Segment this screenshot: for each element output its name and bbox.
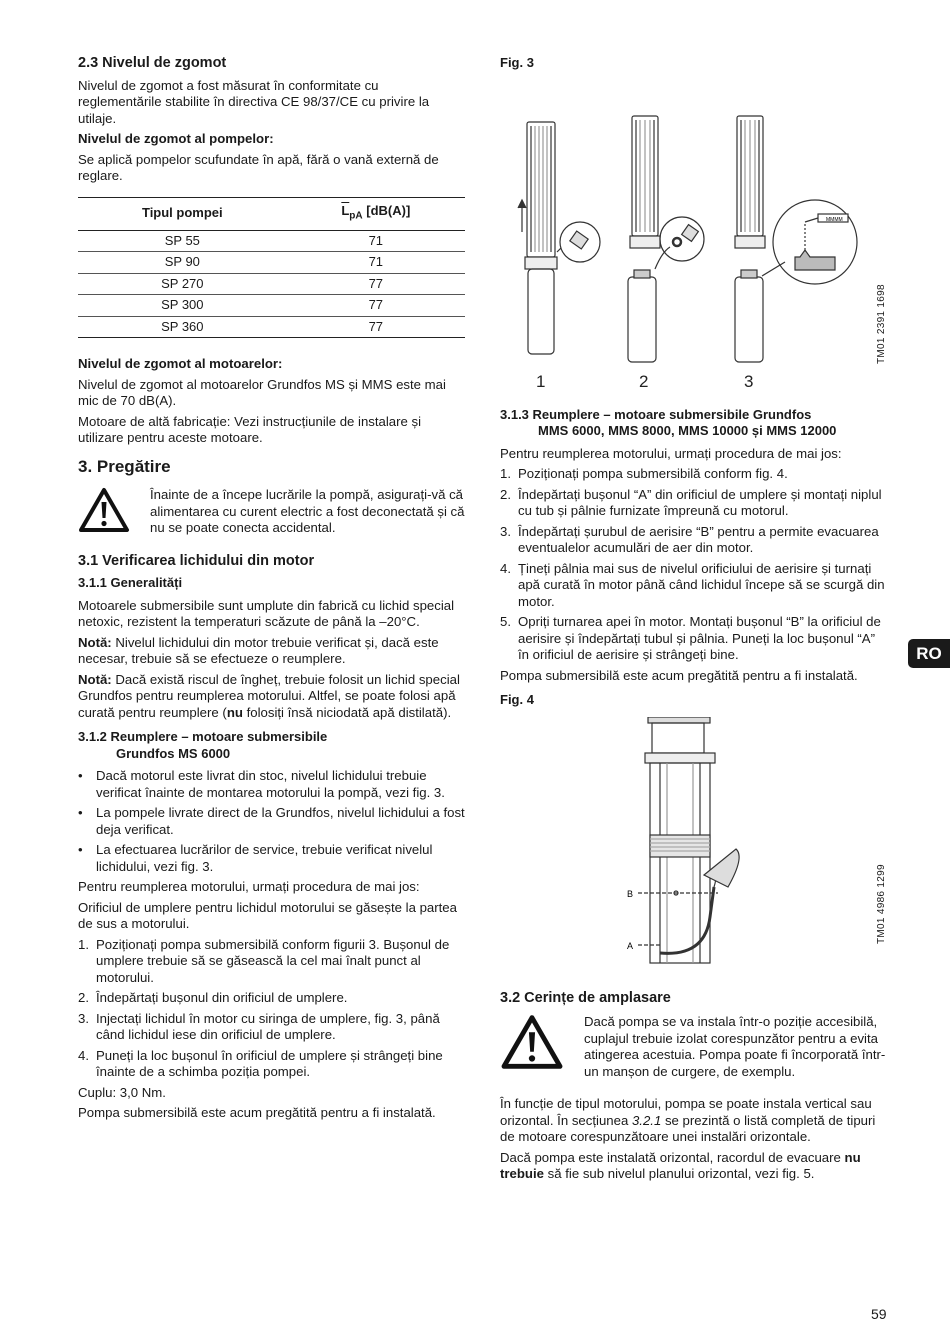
fill-hole-text: Orificiul de umplere pentru lichidul motorului se găsește la partea de sus a motorului. xyxy=(78,899,457,932)
pump-noise-heading: Nivelul de zgomot al pompelor: xyxy=(78,131,274,146)
list-item: • La pompele livrate direct de la Grundfos, nivelul lichidului a fost deja verificat. xyxy=(78,805,465,837)
fig4-label-b: B xyxy=(627,888,634,899)
list-item: 4. Puneți la loc bușonul în orificiul de umplere și strângeți bine înainte de a schimba poziția pompei. xyxy=(78,1047,443,1080)
motor-noise-text: Nivelul de zgomot al motoarelor Grundfos MS și MMS este mai mic de 70 dB(A). xyxy=(78,376,446,409)
table-row: SP 55 71 xyxy=(78,230,465,252)
table-row: SP 90 71 xyxy=(78,252,465,274)
warning-block xyxy=(78,487,465,537)
section-3-1-1-title: 3.1.1 Generalități xyxy=(78,575,183,591)
fig3-step-3: 3 xyxy=(744,371,754,387)
ready-text-2: Pompa submersibilă este acum pregătită pentru a fi instalată. xyxy=(500,667,858,683)
noise-table xyxy=(78,197,465,339)
fig3-label: Fig. 3 xyxy=(500,55,534,70)
placement-text-1: În funcție de tipul motorului, pompa se poate instala vertical sau orizontal. În secțiunea 3.2.1 se prezintă o listă completă de tipuri de motoare corespunzătoare unei instalări orizontale. xyxy=(500,1096,876,1144)
procedure-intro: Pentru reumplerea motorului, urmați procedura de mai jos: xyxy=(78,879,420,895)
warning-icon xyxy=(78,487,130,533)
table-row: SP 360 77 xyxy=(161,318,384,334)
fig3-reference: TM01 2391 1698 xyxy=(876,284,887,364)
table-row: SP 300 77 xyxy=(78,295,465,317)
procedure-list xyxy=(78,937,465,1081)
right-column xyxy=(500,55,888,1187)
section-3-1-2-title: 3.1.2 Reumplere – motoare submersibile Grundfos MS 6000 xyxy=(78,729,328,761)
procedure-list-2 xyxy=(500,466,888,664)
warning-text: Înainte de a începe lucrările la pompă, asigurați-vă că alimentarea cu curent electric a fost deconectată și că nu se poate conecta accidental. xyxy=(150,487,465,536)
fig4-label: Fig. 4 xyxy=(500,692,534,707)
section-3-1-3-title: 3.1.3 Reumplere – motoare submersibile Grundfos MMS 6000, MMS 8000, MMS 10000 și MMS 12000 xyxy=(500,406,837,438)
section-3-1-title: 3.1 Verificarea lichidului din motor xyxy=(78,552,315,569)
noise-intro: Nivelul de zgomot a fost măsurat în conformitate cu reglementările stabilite în directiva CE 98/37/CE cu privire la utilaje. xyxy=(78,77,430,126)
warning-block-2 xyxy=(500,1014,888,1080)
section-3-2-title: 3.2 Cerințe de amplasare xyxy=(500,989,671,1006)
list-item: 2. Îndepărtați bușonul “A” din orificiul de umplere și montați niplul cu tub și pâlnie furnizate împreună cu motorul. xyxy=(500,486,882,518)
fig3-step-1: 1 xyxy=(536,371,546,387)
list-item: 3. Injectați lichidul în motor cu siringa de umplere, fig. 3, până când lichidul iese din orificiul de umplere. xyxy=(78,1010,440,1043)
table-row: SP 270 77 xyxy=(78,273,465,295)
list-item: 5. Opriți turnarea apei în motor. Montați bușonul “B” la orificiul de aerisire și îndepărtați tubul și pâlnia. Puneți la loc bușonul “A” în orificiul de aerisire și strângeți bine. xyxy=(500,614,881,662)
list-item: 1. Poziționați pompa submersibilă conform figurii 3. Bușonul de umplere trebuie să se găsească la cel mai înalt punct al motorului. xyxy=(78,936,450,985)
pump-noise-text: Se aplică pompelor scufundate în apă, fără o vană externă de reglare. xyxy=(78,151,439,183)
procedure-intro-2: Pentru reumplerea motorului, urmați procedura de mai jos: xyxy=(500,445,842,461)
list-item: 1. Poziționați pompa submersibilă conform fig. 4. xyxy=(500,466,788,481)
section-3-title: 3. Pregătire xyxy=(78,456,171,476)
ready-text: Pompa submersibilă este acum pregătită pentru a fi instalată. xyxy=(78,1105,436,1121)
fig4-illustration xyxy=(500,717,890,972)
left-column xyxy=(78,55,465,1126)
col-lpa: $\overline{L}_{pA}$ [dB(A)] xyxy=(287,197,465,230)
section-2-3-title: 2.3 Nivelul de zgomot xyxy=(78,55,227,71)
list-item: 3. Îndepărtați șurubul de aerisire “B” pentru a permite evacuarea eventualelor acumulări de aer din motor. xyxy=(500,523,879,555)
note-1: Notă: Nivelul lichidului din motor trebuie verificat și, dacă este necesar, trebuie să se efectueze o reumplere. xyxy=(78,634,439,667)
warning-text-2: Dacă pompa se va instala într-o poziție accesibilă, cuplajul trebuie izolat corespunzător pentru a evita atingerea acestuia. Pompa poate fi încorporată într-un manșon de curgere, de exemplu. xyxy=(584,1014,886,1079)
list-item: 2. Îndepărtați bușonul din orificiul de umplere. xyxy=(78,990,348,1006)
fig3-step-2: 2 xyxy=(639,371,649,387)
general-text: Motoarele submersibile sunt umplute din fabrică cu lichid special netoxic, rezistent la temperaturi scăzute de până la –20°C. xyxy=(78,597,455,630)
warning-icon xyxy=(500,1014,564,1070)
fig4-reference: TM01 4986 1299 xyxy=(876,864,887,944)
list-item: 4. Țineți pâlnia mai sus de nivelul orificiului de aerisire și turnați apă curată în motor până când lichidul începe să se scurgă din motor. xyxy=(500,560,885,609)
col-pump-type: Tipul pompei xyxy=(78,197,287,230)
list-item: • Dacă motorul este livrat din stoc, nivelul lichidului trebuie verificat înainte de montarea motorului la pompă, vezi fig. 3. xyxy=(78,768,445,800)
torque-text: Cuplu: 3,0 Nm. xyxy=(78,1084,166,1100)
page-number: 59 xyxy=(871,1306,887,1322)
fig3-illustration xyxy=(500,82,890,387)
placement-text-2: Dacă pompa este instalată orizontal, racordul de evacuare nu trebuie să fie sub nivelul planului orizontal, vezi fig. 5. xyxy=(500,1149,861,1181)
other-motors-text: Motoare de altă fabricație: Vezi instrucțiunile de instalare și utilizare pentru aceste motoare. xyxy=(78,413,422,446)
gauge-label: MMMM xyxy=(826,216,843,223)
motor-noise-heading: Nivelul de zgomot al motoarelor: xyxy=(78,356,283,372)
note-2: Notă: Dacă există riscul de îngheț, trebuie folosit un lichid special Grundfos pentru reumplerea motorului. Altfel, se poate folosi apă curată pentru reumplere (nu folosiți însă niciodată apă distilată). xyxy=(78,671,460,720)
list-item: • La efectuarea lucrărilor de service, trebuie verificat nivelul lichidului, vezi fig. 3. xyxy=(78,842,433,874)
language-tab: RO xyxy=(908,639,950,668)
bullet-list xyxy=(78,768,465,875)
fig4-label-a: A xyxy=(627,940,634,951)
